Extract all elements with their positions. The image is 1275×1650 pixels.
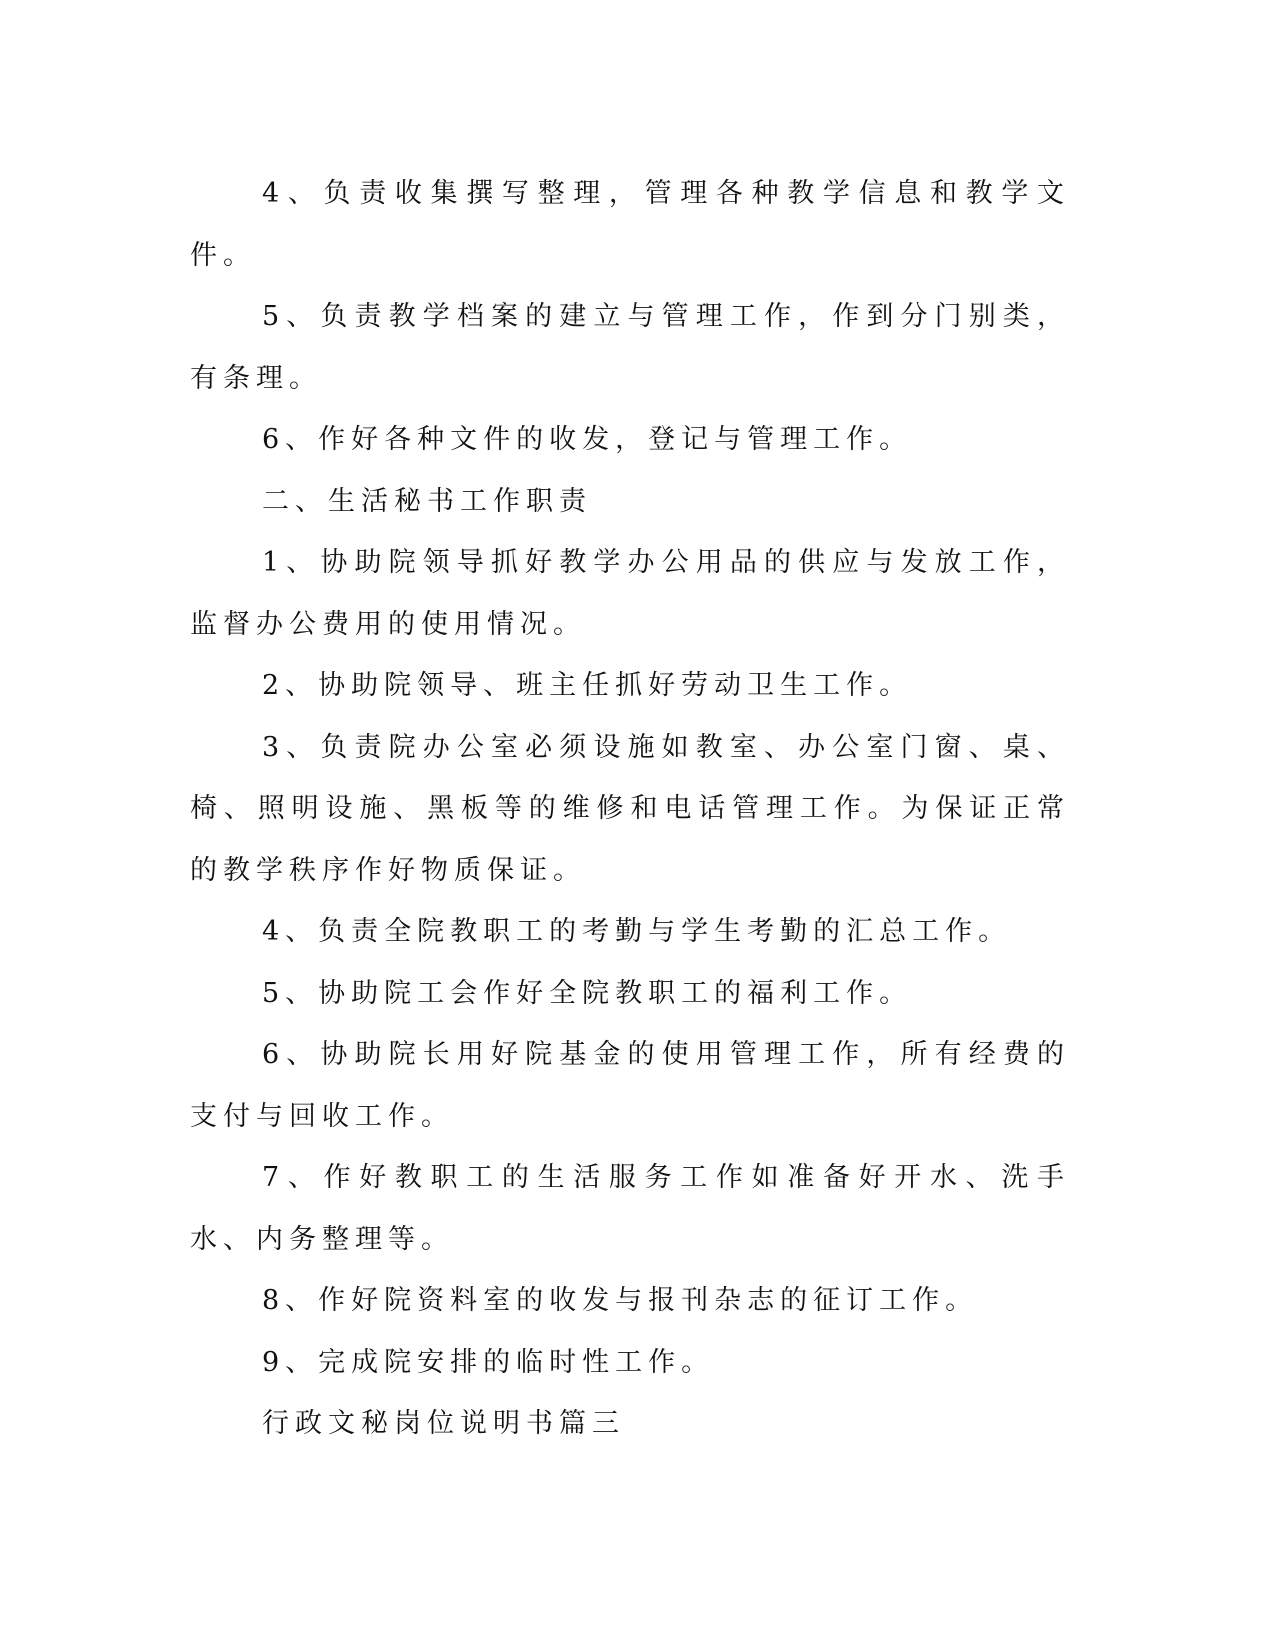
paragraph-life-item-2: 2、协助院领导、班主任抓好劳动卫生工作。 bbox=[262, 670, 913, 701]
section-heading-life-secretary: 二、生活秘书工作职责 bbox=[262, 485, 592, 517]
paragraph-teaching-item-5: 5、负责教学档案的建立与管理工作，作到分门别类，有条理。 bbox=[190, 301, 1070, 394]
paragraph-life-item-7: 7、作好教职工的生活服务工作如准备好开水、洗手水、内务整理等。 bbox=[190, 1162, 1070, 1255]
paragraph-life-item-9: 9、完成院安排的临时性工作。 bbox=[262, 1346, 715, 1378]
paragraph-teaching-item-6: 6、作好各种文件的收发，登记与管理工作。 bbox=[262, 424, 913, 455]
paragraph-life-item-1: 1、协助院领导抓好教学办公用品的供应与发放工作，监督办公费用的使用情况。 bbox=[190, 547, 1070, 640]
paragraph-life-item-4: 4、负责全院教职工的考勤与学生考勤的汇总工作。 bbox=[262, 916, 1012, 947]
document-body bbox=[190, 163, 1070, 1455]
paragraph-life-item-5: 5、协助院工会作好全院教职工的福利工作。 bbox=[262, 977, 913, 1009]
section-heading-part-three: 行政文秘岗位说明书篇三 bbox=[262, 1408, 625, 1439]
paragraph-life-item-6: 6、协助院长用好院基金的使用管理工作，所有经费的支付与回收工作。 bbox=[190, 1039, 1070, 1132]
paragraph-teaching-item-4: 4、负责收集撰写整理，管理各种教学信息和教学文件。 bbox=[190, 178, 1070, 271]
paragraph-life-item-3: 3、负责院办公室必须设施如教室、办公室门窗、桌、椅、照明设施、黑板等的维修和电话管理工作。为保证正常的教学秩序作好物质保证。 bbox=[190, 731, 1070, 886]
paragraph-life-item-8: 8、作好院资料室的收发与报刊杂志的征订工作。 bbox=[262, 1285, 979, 1316]
